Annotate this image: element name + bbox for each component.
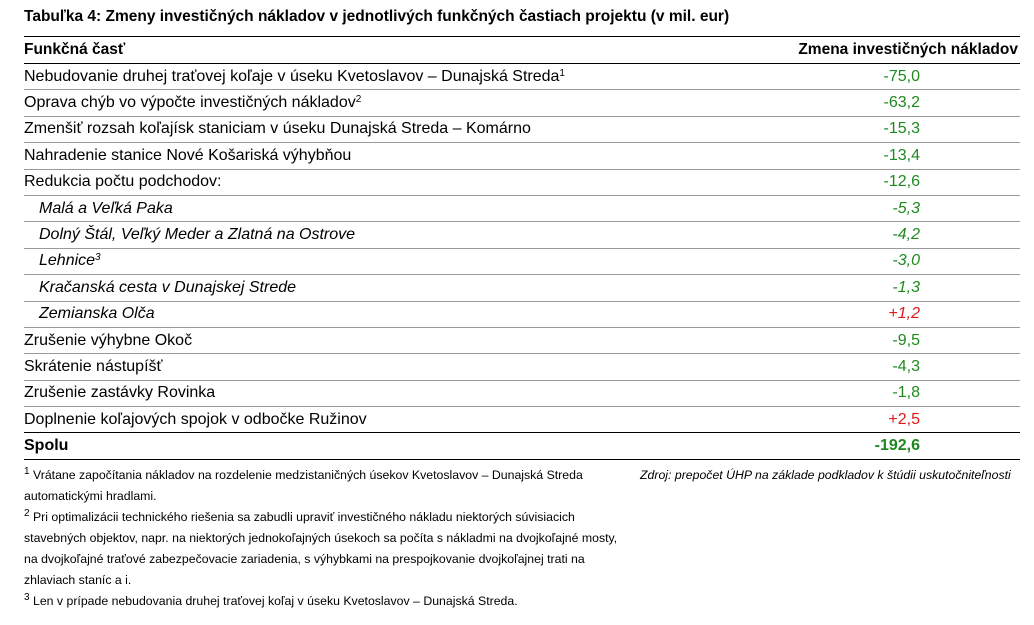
column-header-change: Zmena investičných nákladov	[798, 41, 1018, 58]
footnotes	[24, 465, 634, 612]
footnote-mark: 3	[24, 592, 30, 603]
table-row	[24, 328, 1020, 354]
footnote-3: $^3$ Len v prípade nebudovania druhej traťovej koľaj v úseku Kvetoslavov – Dunajská Streda.	[24, 592, 518, 608]
row-label: Zemianska Olča	[39, 305, 155, 323]
total-label: Spolu	[24, 437, 69, 455]
row-value: -75,0	[883, 67, 920, 85]
row-value: -15,3	[883, 120, 920, 138]
table-row	[24, 170, 1020, 196]
row-value: -9,5	[892, 331, 920, 349]
table-row	[24, 64, 1020, 90]
footnote-ref: 1	[559, 67, 565, 79]
footnote-1: $^1$ Vrátane započítania nákladov na rozdelenie medzistaničných úsekov Kvetoslavov – Dunajská Streda automatickými hradlami.	[24, 466, 583, 503]
row-value: -63,2	[883, 94, 920, 112]
footnote-ref: 2	[355, 94, 362, 106]
total-row	[24, 432, 1020, 460]
column-header-part: Funkčná časť	[24, 41, 126, 58]
footnote-2: $^2$ Pri optimalizácii technického riešenia sa zabudli upraviť investičného nákladu niektorých súvisiacich stavebných objektov, napr. na niektorých jednokoľajných úsekoch sa počíta s nákladmi na dvojkoľajné mosty, na dvojkoľajné traťové zabezpečovacie zariadenia, s výhybkami na prespojkovanie dvojkoľajnej trati na zhlaviach staníc a i.	[24, 508, 618, 587]
table-subrow	[24, 302, 1020, 328]
row-value: -4,3	[892, 357, 920, 375]
row-value: -13,4	[883, 146, 920, 164]
table-title: Tabuľka 4: Zmeny investičných nákladov v jednotlivých funkčných častiach projektu (v mil. eur)	[24, 8, 730, 25]
row-label: Malá a Veľká Paka	[39, 199, 173, 217]
source-note: Zdroj: prepočet ÚHP na základe podkladov k štúdii uskutočniteľnosti	[640, 468, 1011, 482]
row-value: -3,0	[892, 252, 920, 270]
row-label: Kračanská cesta v Dunajskej Strede	[39, 278, 297, 296]
cost-changes-table	[24, 36, 1020, 460]
row-value: -12,6	[883, 173, 920, 191]
row-label: Skrátenie nástupíšť	[24, 357, 163, 375]
row-label: Redukcia počtu podchodov:	[24, 173, 222, 191]
row-label: Oprava chýb vo výpočte investičných nákladov	[24, 94, 356, 112]
row-value: +1,2	[888, 305, 920, 323]
row-value: -1,8	[892, 384, 920, 402]
row-label: Dolný Štál, Veľký Meder a Zlatná na Ostrove	[39, 226, 356, 244]
footnote-ref: 3	[95, 252, 101, 264]
row-value: -5,3	[892, 199, 920, 217]
total-value: -192,6	[874, 437, 920, 455]
table-row	[24, 143, 1020, 169]
table-row	[24, 381, 1020, 407]
row-value: -4,2	[892, 226, 920, 244]
table-row	[24, 354, 1020, 380]
table-row	[24, 117, 1020, 143]
row-label: Lehnice	[39, 252, 96, 270]
table-subrow	[24, 196, 1020, 222]
table-header	[24, 36, 1020, 64]
table-subrow	[24, 222, 1020, 248]
row-label: Nahradenie stanice Nové Košariská výhybňou	[24, 146, 352, 164]
row-label: Zrušenie zastávky Rovinka	[24, 384, 216, 402]
row-value: +2,5	[888, 410, 920, 428]
row-label: Zrušenie výhybne Okoč	[24, 331, 193, 349]
table-row	[24, 90, 1020, 116]
row-label: Doplnenie koľajových spojok v odbočke Ružinov	[24, 410, 367, 428]
footnote-mark: 1	[24, 466, 30, 477]
table-subrow	[24, 249, 1020, 275]
table-row	[24, 407, 1020, 432]
row-label: Nebudovanie druhej traťovej koľaje v úseku Kvetoslavov – Dunajská Streda	[24, 67, 560, 85]
table-subrow	[24, 275, 1020, 301]
row-value: -1,3	[892, 278, 920, 296]
footnote-mark: 2	[24, 508, 30, 519]
row-label: Zmenšiť rozsah koľajísk staniciam v úseku Dunajská Streda – Komárno	[24, 120, 531, 138]
